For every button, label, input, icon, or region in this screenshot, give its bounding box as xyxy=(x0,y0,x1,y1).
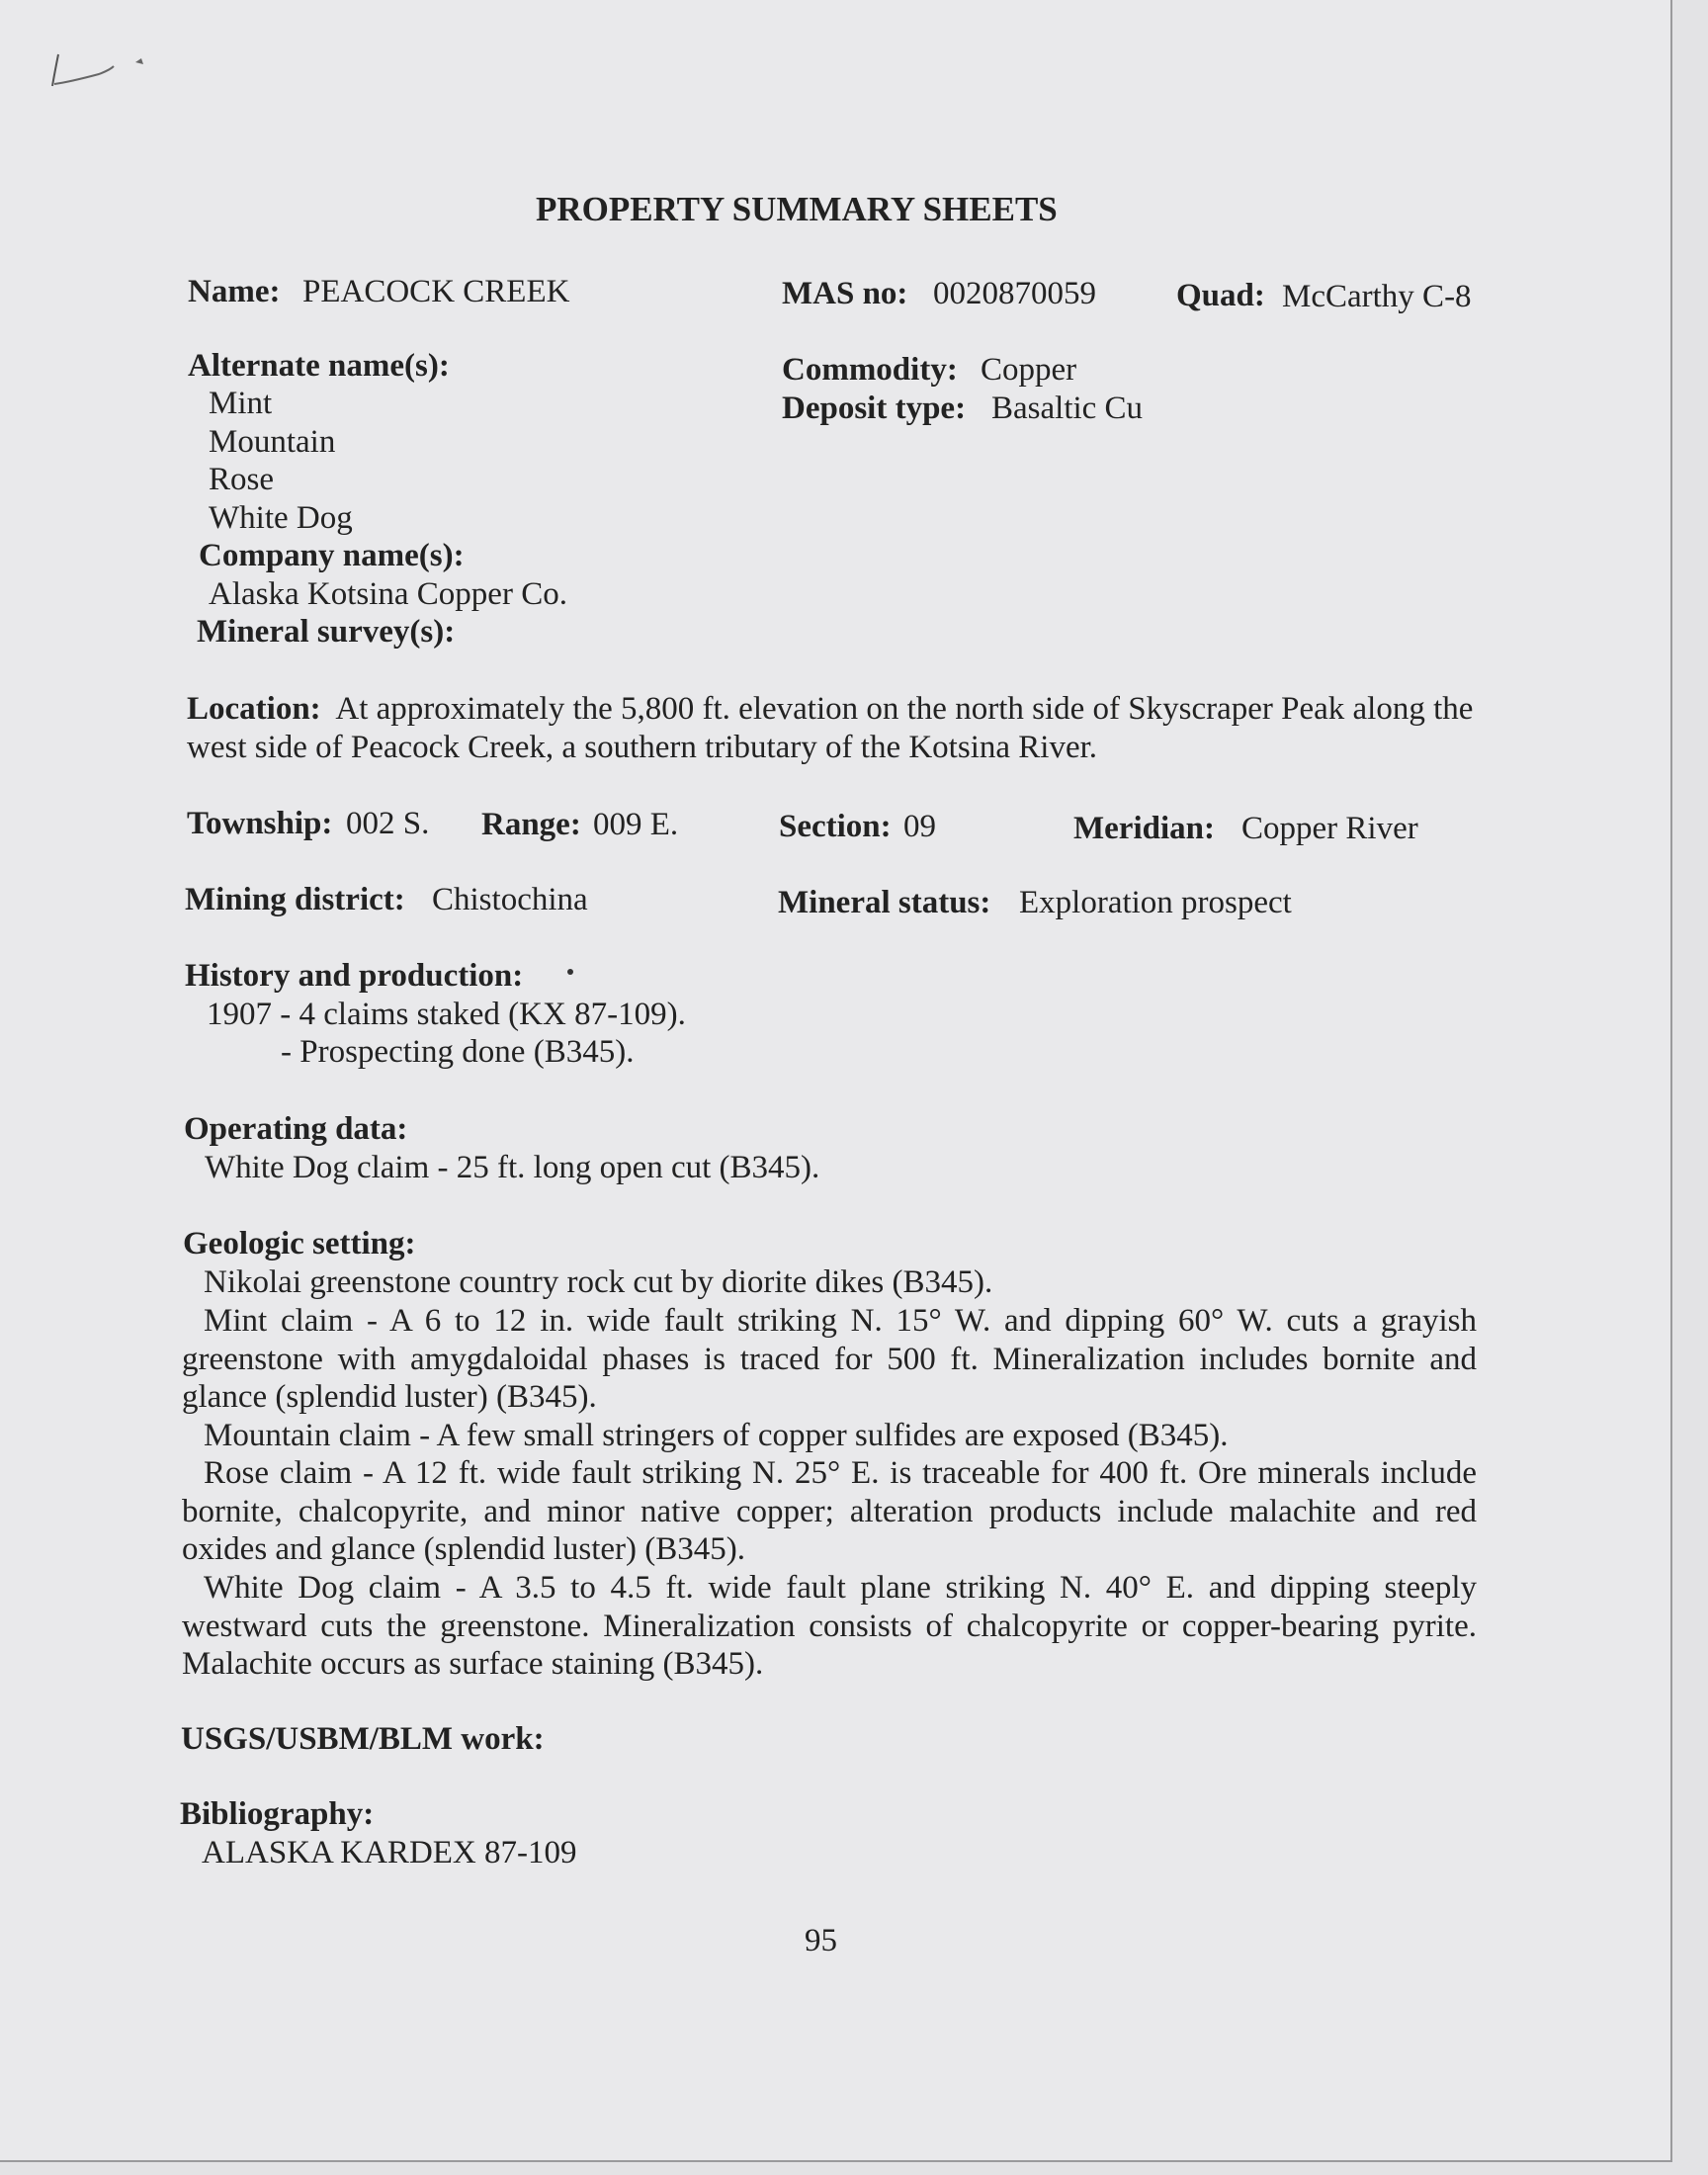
meridian-value: Copper River xyxy=(1241,811,1418,846)
handwritten-mark xyxy=(44,44,153,94)
bibliography-item: ALASKA KARDEX 87-109 xyxy=(202,1835,577,1870)
history-label: History and production: xyxy=(185,958,524,994)
mineral-status-label: Mineral status: xyxy=(778,885,991,920)
name-label: Name: xyxy=(188,274,281,309)
alternate-names-label: Alternate name(s): xyxy=(188,348,450,384)
location-paragraph xyxy=(187,690,1492,766)
bibliography-label: Bibliography: xyxy=(180,1796,375,1832)
alternate-name: Rose xyxy=(209,462,274,497)
deposit-type-label: Deposit type: xyxy=(782,391,967,426)
meridian-label: Meridian: xyxy=(1073,811,1215,846)
geologic-paragraph: Rose claim - A 12 ft. wide fault striking N. 25° E. is traceable for 400 ft. Ore minerals include bornite, chalcopyrite, and minor native copper; alteration products include malachite and red oxides and glance (splendid luster) (B345). xyxy=(182,1455,1477,1567)
geologic-paragraph: Mint claim - A 6 to 12 in. wide fault striking N. 15° W. and dipping 60° W. cuts a grayish greenstone with amygdaloidal phases is traced for 500 ft. Mineralization includes bornite and glance (splendid luster) (B345). xyxy=(182,1303,1477,1415)
history-line: 1907 - 4 claims staked (KX 87-109). xyxy=(207,997,686,1032)
township-value: 002 S. xyxy=(346,806,430,841)
quad-value: McCarthy C-8 xyxy=(1282,279,1472,314)
page-number: 95 xyxy=(805,1923,837,1958)
company-name: Alaska Kotsina Copper Co. xyxy=(209,576,567,612)
mineral-status-value: Exploration prospect xyxy=(1019,885,1292,920)
location-label: Location: xyxy=(187,691,321,727)
operating-data-line: White Dog claim - 25 ft. long open cut (B345). xyxy=(205,1150,820,1185)
geologic-paragraph: Mountain claim - A few small stringers of copper sulfides are exposed (B345). xyxy=(204,1418,1229,1453)
name-value: PEACOCK CREEK xyxy=(302,274,570,309)
deposit-type-value: Basaltic Cu xyxy=(991,391,1144,426)
commodity-value: Copper xyxy=(981,352,1077,388)
alternate-name: White Dog xyxy=(209,500,353,536)
location-text: At approximately the 5,800 ft. elevation on the north side of Skyscraper Peak along the west side of Peacock Creek, a southern tributary of the Kotsina River. xyxy=(187,691,1474,765)
page-title: PROPERTY SUMMARY SHEETS xyxy=(536,190,1058,228)
mining-district-label: Mining district: xyxy=(185,882,405,917)
history-line: - Prospecting done (B345). xyxy=(281,1034,635,1070)
geologic-paragraph: White Dog claim - A 3.5 to 4.5 ft. wide fault plane striking N. 40° E. and dipping steeply westward cuts the greenstone. Mineralization consists of chalcopyrite or copper-bearing pyrite. Malachite occurs as surface staining (B345). xyxy=(182,1570,1477,1682)
range-value: 009 E. xyxy=(593,807,679,842)
mas-value: 0020870059 xyxy=(933,276,1096,311)
mas-label: MAS no: xyxy=(782,276,908,311)
commodity-label: Commodity: xyxy=(782,352,958,388)
mining-district-value: Chistochina xyxy=(432,882,588,917)
section-value: 09 xyxy=(903,809,936,844)
operating-data-label: Operating data: xyxy=(184,1111,408,1147)
geologic-setting-label: Geologic setting: xyxy=(183,1226,416,1262)
alternate-name: Mountain xyxy=(209,424,336,460)
quad-label: Quad: xyxy=(1176,278,1265,313)
stray-dot xyxy=(567,969,573,975)
company-names-label: Company name(s): xyxy=(199,538,465,573)
geologic-paragraph: Nikolai greenstone country rock cut by diorite dikes (B345). xyxy=(204,1264,993,1300)
alternate-name: Mint xyxy=(209,386,273,421)
section-label: Section: xyxy=(779,809,892,844)
range-label: Range: xyxy=(481,807,581,842)
township-label: Township: xyxy=(187,806,333,841)
usgs-work-label: USGS/USBM/BLM work: xyxy=(181,1721,545,1757)
mineral-surveys-label: Mineral survey(s): xyxy=(197,614,456,650)
